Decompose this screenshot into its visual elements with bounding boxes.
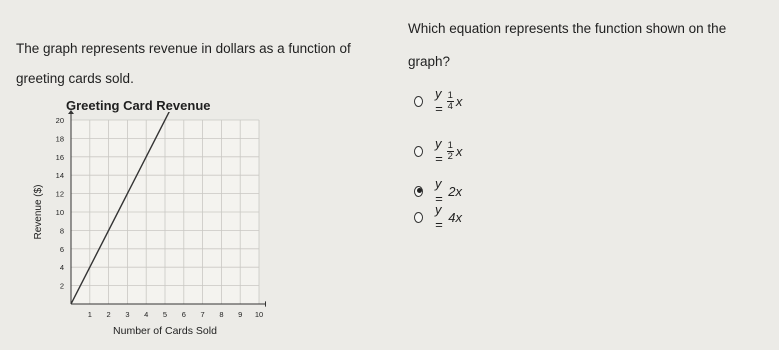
option-1-equation (435, 86, 462, 116)
question-panel (408, 12, 770, 78)
question-stem (16, 34, 388, 94)
option-2-numerator: 1 (447, 139, 453, 151)
x-tick-label: 6 (181, 310, 186, 319)
prompt-text: The graph represents revenue in dollars as a function of greeting cards sold. (16, 41, 351, 86)
question-text: Which equation represents the function shown on the graph? (408, 21, 727, 69)
radio-button-1[interactable] (414, 96, 423, 107)
option-1-fraction (447, 91, 454, 112)
y-tick-label: 6 (59, 244, 64, 254)
y-tick-label: 18 (55, 134, 64, 144)
option-3-rhs: 2x (448, 183, 462, 199)
option-1-numerator: 1 (447, 89, 453, 101)
chart-title: Greeting Card Revenue (66, 98, 211, 113)
y-tick-label: 10 (55, 208, 64, 217)
y-tick-label: 20 (55, 116, 64, 125)
x-tick-label: 1 (87, 310, 92, 319)
option-4-equation (435, 202, 462, 232)
x-tick-label: 5 (162, 310, 168, 319)
chart-svg (16, 90, 266, 340)
y-axis-label: Revenue ($) (33, 184, 44, 240)
y-tick-label: 12 (55, 189, 64, 199)
option-2-variable: x (455, 143, 463, 159)
x-tick-label: 3 (125, 310, 130, 319)
x-axis-arrow (265, 301, 266, 307)
x-tick-label: 10 (254, 310, 264, 319)
x-tick-label: 2 (106, 310, 111, 319)
x-tick-label: 9 (238, 310, 243, 319)
option-2-lhs: y = (434, 136, 443, 166)
option-1-variable: x (455, 93, 463, 109)
x-axis-label: Number of Cards Sold (113, 325, 217, 337)
revenue-chart (16, 90, 266, 340)
radio-button-4[interactable] (414, 212, 423, 223)
option-3-lhs: y = (434, 176, 443, 206)
radio-button-3[interactable] (414, 186, 423, 197)
option-4[interactable] (414, 202, 462, 232)
option-4-lhs: y = (434, 202, 443, 232)
option-2-denominator: 2 (447, 150, 453, 162)
option-2-fraction (447, 141, 454, 162)
option-4-rhs: 4x (448, 209, 462, 225)
option-2[interactable] (414, 136, 462, 166)
y-tick-label: 14 (55, 171, 64, 181)
radio-button-2[interactable] (414, 146, 423, 157)
x-tick-label: 4 (144, 310, 149, 319)
option-1-denominator: 4 (447, 100, 453, 112)
y-tick-label: 2 (59, 281, 64, 291)
x-tick-label: 8 (219, 310, 224, 319)
option-2-equation (435, 136, 462, 166)
option-1[interactable] (414, 86, 462, 116)
y-tick-label: 16 (55, 152, 64, 162)
option-1-lhs: y = (434, 86, 443, 116)
x-tick-label: 7 (200, 310, 205, 319)
y-tick-label: 8 (59, 226, 64, 236)
y-tick-label: 4 (59, 263, 64, 273)
